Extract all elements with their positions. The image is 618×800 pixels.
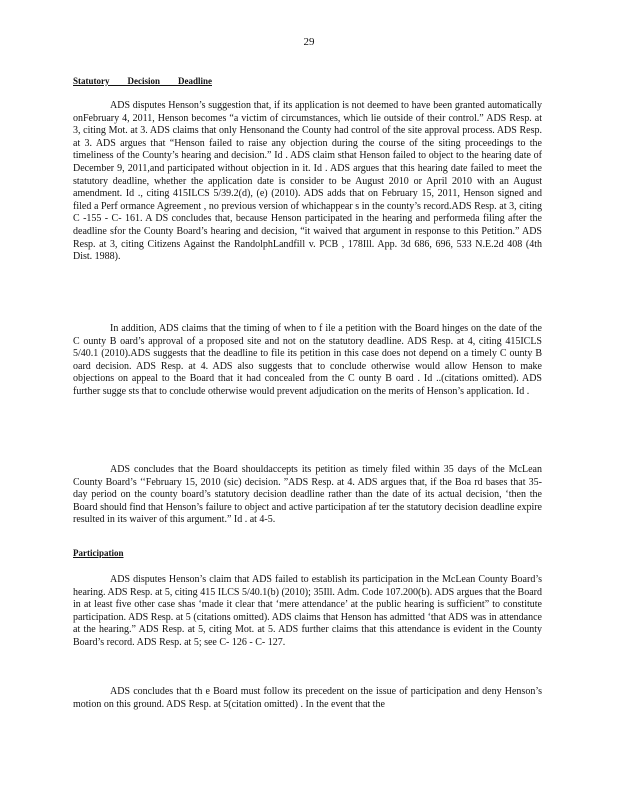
paragraph-ads-concludes-timely: ADS concludes that the Board shouldaccepts its petition as timely filed within 35 days of the McLean County Board’s ‘‘February 15, 2010 (sic) decision. ”ADS Resp. at 4. ADS argues that, if the Boa rd bases that 35-day period on the county board’s statutory decision deadline rather than the date of its actual decision, ‘then the Board should find that Henson’s failure to object and active participation af ter the statutory decision deadline expire resulted in its waiver of this argument.” Id . at 4-5. [73,464,542,526]
paragraph-timing-of-petition: In addition, ADS claims that the timing of when to f ile a petition with the Board hinges on the date of the C ounty B oard’s approval of a proposed site and not on the statutory deadline. ADS Resp. at 4, citing 415ICLS 5/40.1 (2010).ADS suggests that the deadline to file its petition in this case does not depend on a timely C ounty B oard decision. ADS Resp. at 4. ADS also suggests that to conclude otherwise would allow Henson to make objections on appeal to the Board that it had concealed from the C ounty B oard . Id ..(citations omitted). ADS further sugge sts that to conclude otherwise would prevent adjudication on the merits of Henson’s application. Id . [73,323,542,397]
section-heading-statutory-decision-deadline: Statutory Decision Deadline [73,76,212,86]
section-heading-participation: Participation [73,548,124,558]
page-number: 29 [303,36,315,48]
paragraph-ads-disputes-suggestion: ADS disputes Henson’s suggestion that, if its application is not deemed to have been granted automatically onFebruary 4, 2011, Henson becomes “a victim of circumstances, which lie outside of their control.” ADS Resp. at 3, citing Mot. at 3. ADS claims that only Hensonand the County had control of the site approval process. ADS Resp. at 3. ADS argues that “Henson failed to raise any objection during the course of the siting proceedings to the timeliness of the County’s hearing and decision.” Id . ADS claim sthat Henson failed to object to the hearing date of December 9, 2011,and participated without objection in it. Id . ADS argues that this hearing date failed to meet the statutory deadline, whether the application date is consider to be August 2010 or April 2010 with an August amendment. Id ., citing 415ILCS 5/39.2(d), (e) (2010). ADS adds that on February 15, 2011, Henson signed and filed a Perf ormance Agreement , no previous version of whichappear s in the county’s record.ADS Resp. at 3, citing C -155 - C- 161. A DS concludes that, because Henson participated in the hearing and performeda filing after the deadline sfor the County Board’s hearing and decision, “it waived that argument in response to this Petition.” ADS Resp. at 3, citing Citizens Against the RandolphLandfill v. PCB , 178Ill. App. 3d 686, 696, 533 N.E.2d 408 (4th Dist. 1988). [73,100,542,263]
paragraph-board-must-follow-precedent: ADS concludes that th e Board must follow its precedent on the issue of participation and deny Henson’s motion on this ground. ADS Resp. at 5(citation omitted) . In the event that the [73,686,542,710]
paragraph-ads-disputes-participation: ADS disputes Henson’s claim that ADS failed to establish its participation in the McLean County Board’s hearing. ADS Resp. at 5, citing 415 ILCS 5/40.1(b) (2010); 35Ill. Adm. Code 107.200(b). ADS argues that the Board in at least five other case shas ‘made it clear that ‘mere attendance’ at the public hearing is sufficient” to constitute participation. ADS Resp. at 5 (citations omitted). ADS claims that Henson has admitted ‘that ADS was in attendance at the hearing.” ADS Resp. at 5, citing Mot. at 5. ADS further claims that this attendance is evident in the County Board’s record. ADS Resp. at 5; see C- 126 - C- 127. [73,574,542,648]
